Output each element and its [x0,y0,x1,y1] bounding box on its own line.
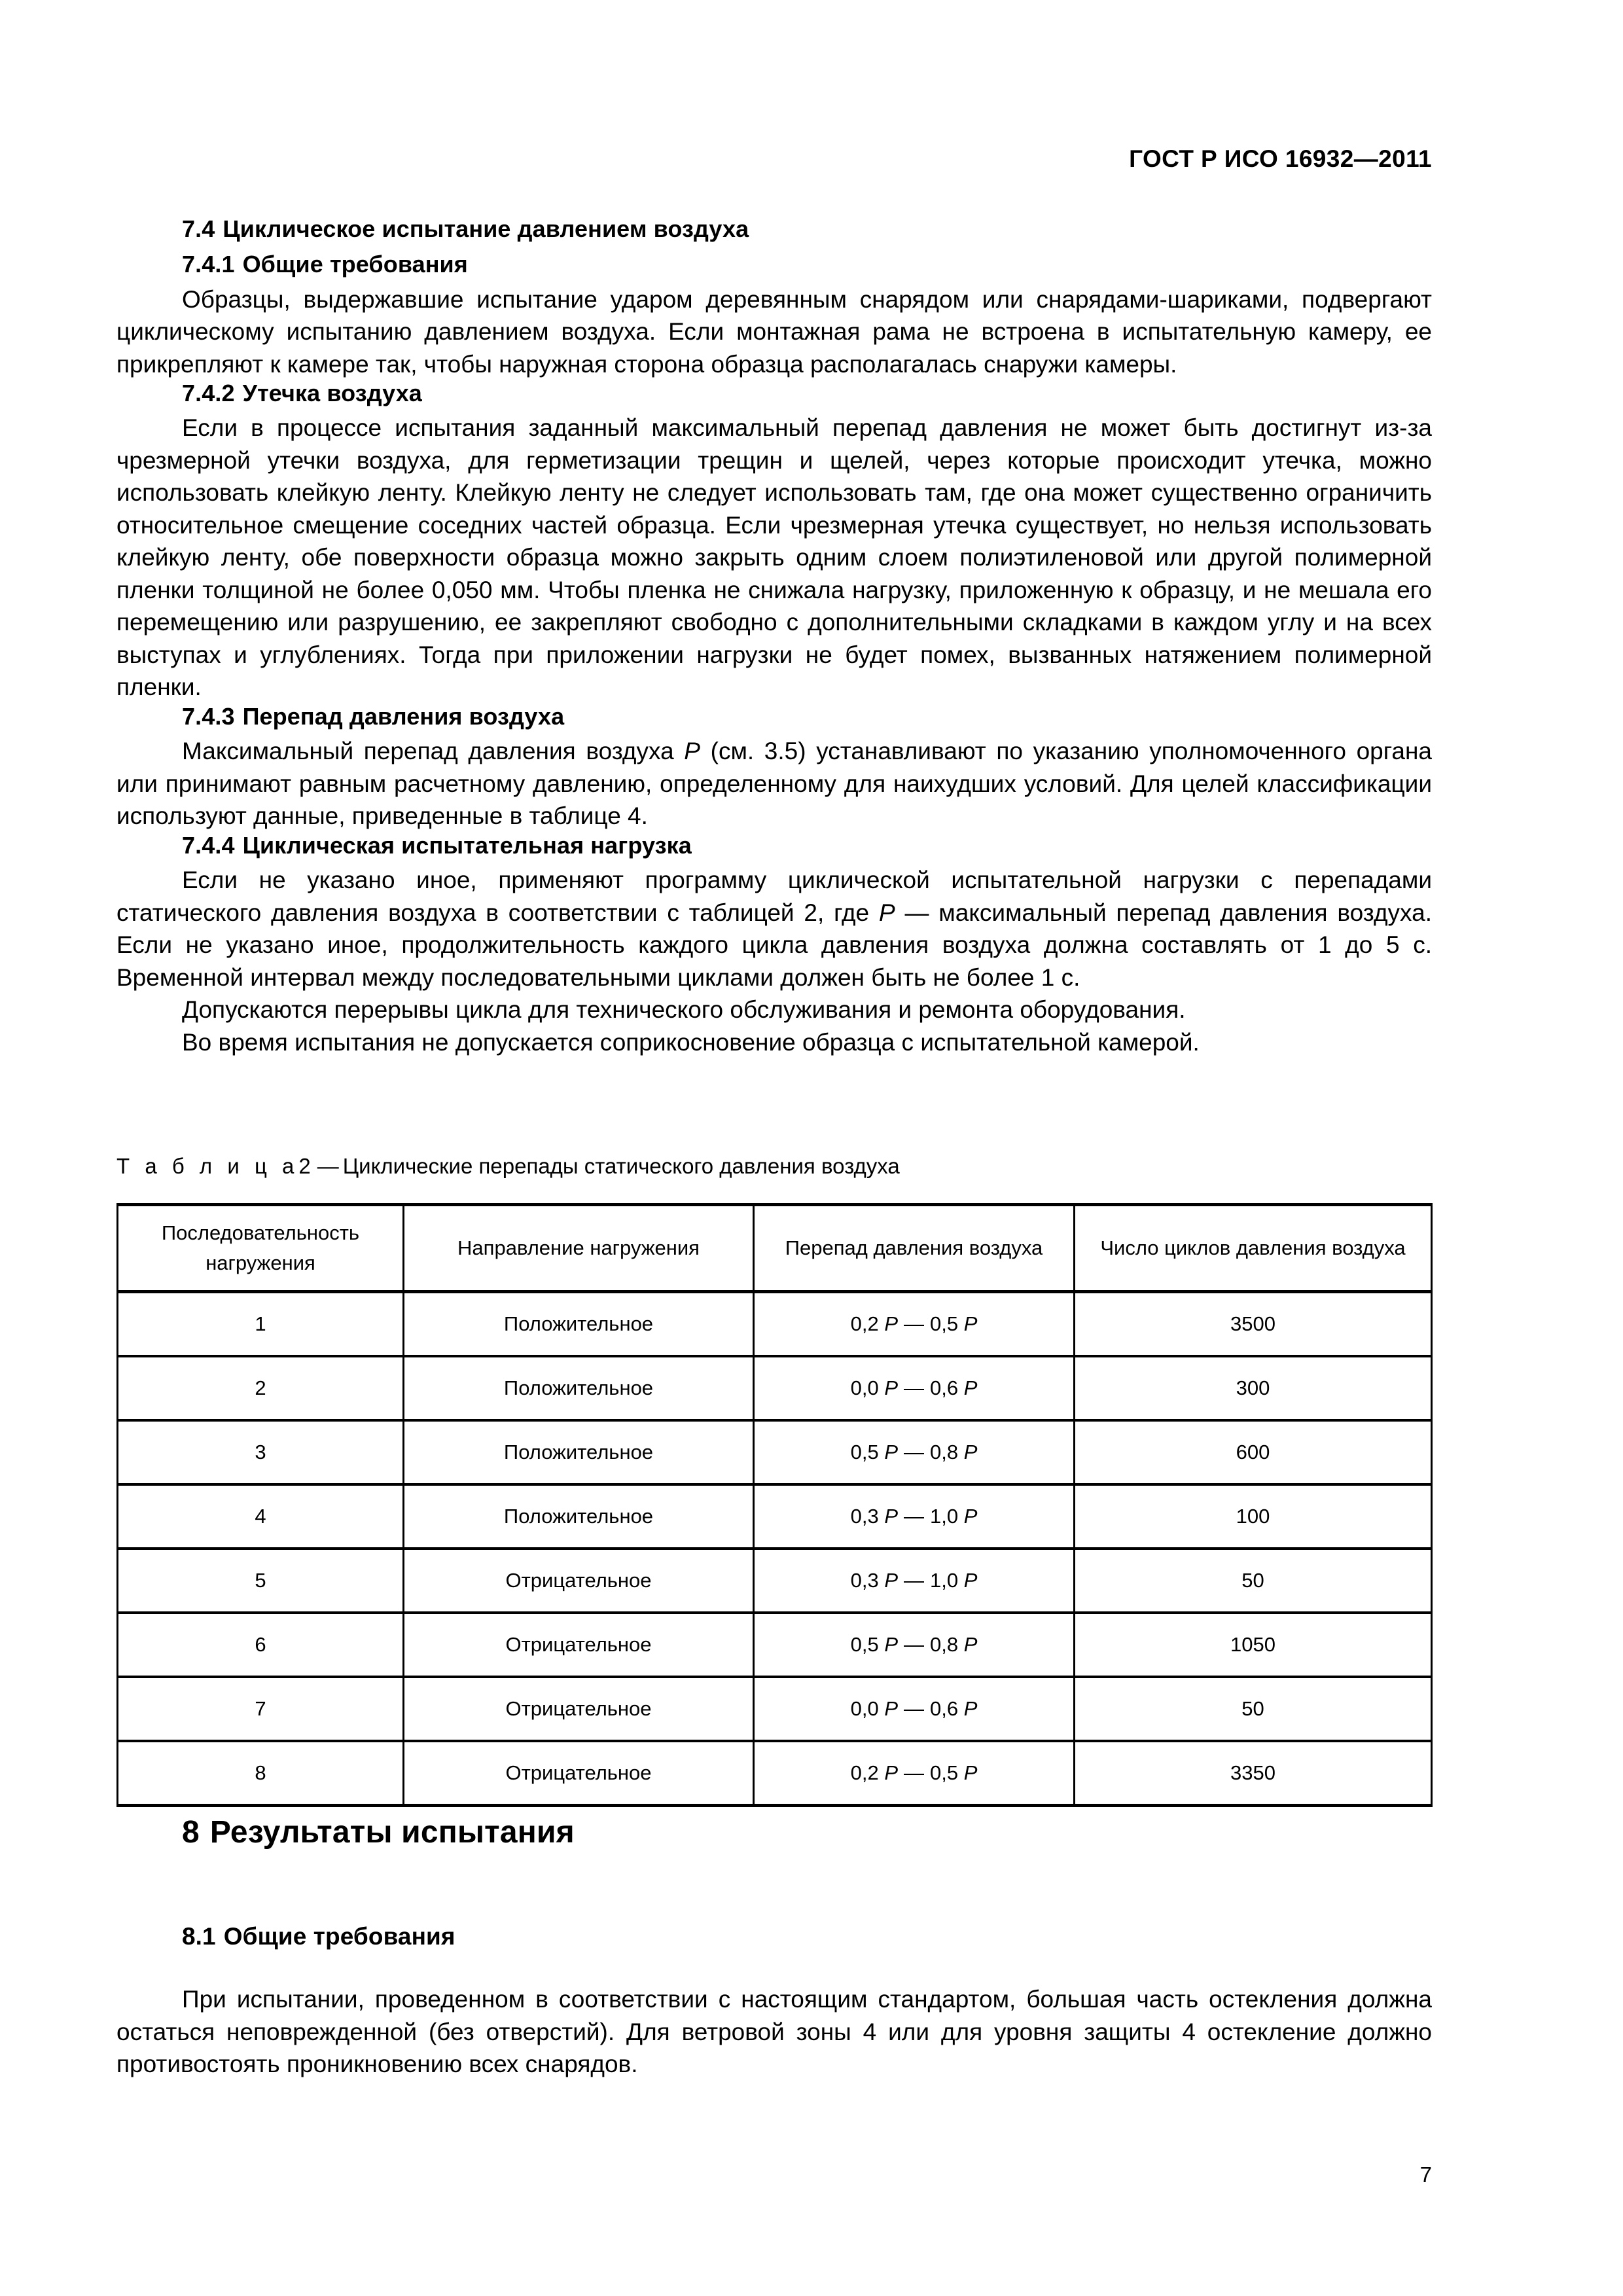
pressure-to: 0,6 [930,1376,964,1399]
heading-7-4-3 [116,704,1432,730]
cell-direction: Положительное [404,1420,754,1484]
pressure-range-dash: — [904,1761,924,1784]
cell-direction: Положительное [404,1292,754,1357]
cell-pressure-differential [754,1356,1075,1420]
pressure-from: 0,3 [850,1569,885,1592]
pressure-to: 0,8 [930,1633,964,1656]
pressure-from: 0,2 [850,1312,885,1335]
pressure-range-dash: — [904,1441,924,1463]
heading-7-4 [116,216,1432,242]
heading-7-4-2 [116,380,1432,406]
table-row [118,1741,1432,1806]
cell-pressure-differential [754,1741,1075,1806]
table-2-caption-dash: — [317,1154,339,1178]
cell-sequence: 3 [118,1420,404,1484]
pressure-range-dash: — [904,1569,924,1592]
heading-7-4-title: Циклическое испытание давлением воздуха [223,215,749,242]
cell-cycle-count: 50 [1075,1549,1432,1613]
heading-8-1-title: Общие требования [223,1923,455,1950]
heading-7-4-number: 7.4 [182,215,215,242]
pressure-to: 1,0 [930,1505,964,1528]
pressure-to: 1,0 [930,1569,964,1592]
table-2-caption-label: Т а б л и ц а [116,1154,299,1178]
heading-7-4-1 [116,251,1432,278]
page-number: 7 [1419,2162,1432,2187]
cell-pressure-differential [754,1292,1075,1357]
cell-direction: Положительное [404,1356,754,1420]
table-2-caption-title: Циклические перепады статического давления воздуха [342,1154,900,1178]
pressure-variable-p: P [884,1633,898,1656]
cell-direction: Отрицательное [404,1549,754,1613]
table-row [118,1677,1432,1741]
cell-direction: Положительное [404,1484,754,1549]
cell-cycle-count: 3350 [1075,1741,1432,1806]
cell-sequence: 2 [118,1356,404,1420]
cell-cycle-count: 600 [1075,1420,1432,1484]
cell-sequence: 6 [118,1613,404,1677]
pressure-variable-p: P [963,1761,978,1784]
paragraph-7-4-3-part1: Максимальный перепад давления воздуха [182,738,685,765]
table-row [118,1292,1432,1357]
pressure-variable-p: P [963,1633,978,1656]
paragraph-7-4-3-part2: (см. 3.5) устанавливают по указанию уполномоченного органа или принимают равным расчетному давлению, определенному для наихудших условий. Для целей классификации используют данные, приведенные в таблице 4. [116,738,1432,830]
pressure-variable-p: P [884,1505,898,1528]
cell-cycle-count: 1050 [1075,1613,1432,1677]
table-row [118,1613,1432,1677]
table-row [118,1549,1432,1613]
pressure-from: 0,0 [850,1376,885,1399]
table-2-body [118,1292,1432,1806]
pressure-variable-p: P [884,1376,898,1399]
pressure-range-dash: — [904,1505,924,1528]
pressure-to: 0,5 [930,1761,964,1784]
pressure-to: 0,5 [930,1312,964,1335]
pressure-from: 0,5 [850,1441,885,1463]
heading-section-8-title: Результаты испытания [209,1815,575,1850]
pressure-variable-p: P [963,1697,978,1720]
cell-pressure-differential [754,1420,1075,1484]
heading-7-4-2-number: 7.4.2 [182,380,235,407]
tail-text-column [116,1983,1432,2081]
pressure-range-dash: — [904,1697,924,1720]
pressure-variable-p: P [963,1441,978,1463]
heading-7-4-3-number: 7.4.3 [182,702,235,730]
heading-7-4-4-title: Циклическая испытательная нагрузка [242,831,692,859]
pressure-variable-p: P [884,1312,898,1335]
paragraph-8-1: При испытании, проведенном в соответствии с настоящим стандартом, большая часть остекления должна остаться неповрежденной (без отверстий). Для ветровой зоны 4 или для уровня защиты 4 остекление должно противостоять проникновению всех снарядов. [116,1986,1432,2077]
cell-cycle-count: 50 [1075,1677,1432,1741]
pressure-variable-p: P [884,1761,898,1784]
cell-pressure-differential [754,1549,1075,1613]
table-row [118,1420,1432,1484]
heading-7-4-4-number: 7.4.4 [182,831,235,859]
column-header-cycle-count: Число циклов давления воздуха [1075,1205,1432,1292]
pressure-from: 0,2 [850,1761,885,1784]
pressure-from: 0,5 [850,1633,885,1656]
cell-cycle-count: 100 [1075,1484,1432,1549]
heading-7-4-1-number: 7.4.1 [182,251,235,278]
cell-sequence: 8 [118,1741,404,1806]
cell-sequence: 5 [118,1549,404,1613]
paragraph-7-4-4-breaks: Допускаются перерывы цикла для технического обслуживания и ремонта оборудования. [182,996,1186,1024]
heading-8-1 [182,1923,455,1950]
pressure-variable-p: P [884,1441,898,1463]
paragraph-7-4-4-contact: Во время испытания не допускается соприкосновение образца с испытательной камерой. [182,1028,1200,1056]
heading-section-8-number: 8 [182,1815,200,1850]
pressure-to: 0,8 [930,1441,964,1463]
paragraph-7-4-3 [116,735,1432,833]
heading-8-1-number: 8.1 [182,1923,216,1950]
heading-section-8 [182,1814,575,1850]
pressure-variable-p: P [884,1569,898,1592]
heading-7-4-3-title: Перепад давления воздуха [242,702,565,730]
table-row [118,1484,1432,1549]
running-header-standard-id: ГОСТ Р ИСО 16932—2011 [1129,145,1432,172]
paragraph-7-4-4-part1: Если не указано иное, применяют программу циклической испытательной нагрузки с перепадами статического давления воздуха в соответствии с таблицей 2, где [116,867,1432,926]
table-2-caption [116,1154,900,1179]
paragraph-7-4-1: Образцы, выдержавшие испытание ударом деревянным снарядом или снарядами-шариками, подвергают циклическому испытанию давлением воздуха. Если монтажная рама не встроена в испытательную камеру, ее прикрепляют к камере так, чтобы наружная сторона образца располагалась снаружи камеры. [116,285,1432,378]
pressure-variable-p: P [963,1505,978,1528]
paragraph-7-4-4-part2: — максимальный перепад давления воздуха. Если не указано иное, продолжительность каждого цикла давления воздуха должна составлять от 1 до 5 с. Временной интервал между последовательными циклами должен быть не более 1 с. [116,899,1432,991]
pressure-to: 0,6 [930,1697,964,1720]
paragraph-7-4-2: Если в процессе испытания заданный максимальный перепад давления не может быть достигнут из-за чрезмерной утечки воздуха, для герметизации трещин и щелей, через которые происходит утечка, можно использовать клейкую ленту. Клейкую ленту не следует использовать там, где она может существенно ограничить относительное смещение соседних частей образца. Если чрезмерная утечка существует, но нельзя использовать клейкую ленту, обе поверхности образца можно закрыть одним слоем полиэтиленовой или другой полимерной пленки толщиной не более 0,050 мм. Чтобы пленка не снижала нагрузку, приложенную к образцу, и не мешала его перемещению или разрушению, ее закрепляют свободно с дополнительными складками в каждом углу и на всех выступах и углублениях. Тогда при приложении нагрузки не будет помех, вызванных натяжением полимерной пленки. [116,414,1432,701]
paragraph-7-4-4 [116,864,1432,994]
pressure-from: 0,0 [850,1697,885,1720]
pressure-variable-p: P [963,1312,978,1335]
table-2-caption-number: 2 [298,1154,311,1178]
cell-sequence: 1 [118,1292,404,1357]
heading-7-4-4 [116,833,1432,859]
cell-cycle-count: 300 [1075,1356,1432,1420]
table-header-row [118,1205,1432,1292]
heading-7-4-1-title: Общие требования [242,251,468,278]
pressure-from: 0,3 [850,1505,885,1528]
main-text-column [116,216,1432,1058]
heading-7-4-2-title: Утечка воздуха [242,380,422,407]
cell-direction: Отрицательное [404,1741,754,1806]
pressure-variable-p: P [963,1376,978,1399]
pressure-variable-p: P [963,1569,978,1592]
cell-direction: Отрицательное [404,1677,754,1741]
cell-sequence: 7 [118,1677,404,1741]
pressure-range-dash: — [904,1376,924,1399]
cell-cycle-count: 3500 [1075,1292,1432,1357]
column-header-direction: Направление нагружения [404,1205,754,1292]
cell-pressure-differential [754,1613,1075,1677]
column-header-pressure-differential: Перепад давления воздуха [754,1205,1075,1292]
cell-pressure-differential [754,1677,1075,1741]
table-2-head [118,1205,1432,1292]
column-header-sequence: Последовательность нагружения [118,1205,404,1292]
cell-sequence: 4 [118,1484,404,1549]
cell-pressure-differential [754,1484,1075,1549]
pressure-range-dash: — [904,1312,924,1335]
cell-direction: Отрицательное [404,1613,754,1677]
pressure-variable-p: P [878,899,895,926]
pressure-range-dash: — [904,1633,924,1656]
table-2-cyclic-pressure-differentials [116,1203,1433,1807]
table-row [118,1356,1432,1420]
pressure-variable-p: P [884,1697,898,1720]
pressure-variable-p: P [684,738,700,765]
